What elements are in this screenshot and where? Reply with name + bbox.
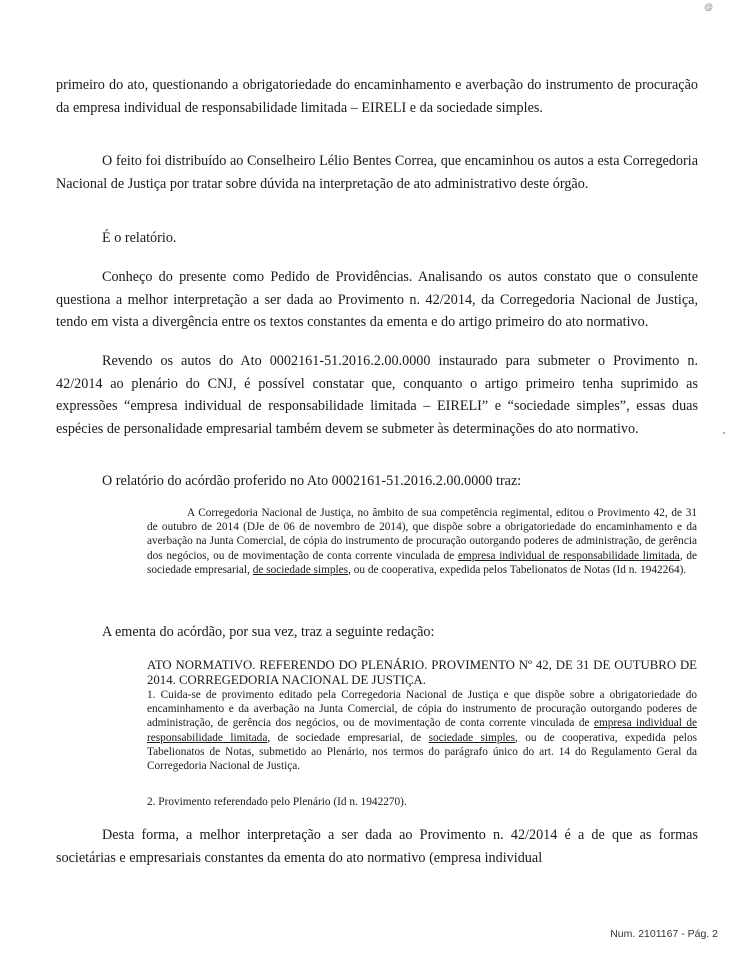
ementa-text: , de sociedade empresarial, de — [267, 731, 429, 744]
block-quote-relatorio — [147, 506, 697, 577]
quote-underlined-sociedade-simples: de sociedade simples — [252, 563, 349, 576]
quote-underlined-eireli: empresa individual de responsabilidade limitada — [457, 549, 680, 562]
paragraph-relatorio: É o relatório. — [102, 230, 177, 246]
quote-text: , de sociedade empresarial, — [147, 549, 698, 576]
ementa-text: , ou de cooperativa, expedida pelos Tabelionatos de Notas, submetido ao Plenário, nos termos do parágrafo único do art. 14 do Regulamento Geral da Corregedoria Nacional de Justiça. — [147, 731, 697, 773]
ementa-item-1 — [147, 688, 697, 773]
paragraph-distribution: O feito foi distribuído ao Conselheiro Lélio Bentes Correa, que encaminhou os autos a esta Corregedoria Nacional de Justiça por tratar sobre dúvida na interpretação de ato administrativo deste órgão. — [56, 153, 698, 192]
paragraph-continuation: primeiro do ato, questionando a obrigatoriedade do encaminhamento e averbação do instrumento de procuração da empresa individual de responsabilidade limitada – EIRELI e da sociedade simples. — [56, 77, 698, 116]
page-footer: Num. 2101167 - Pág. 2 — [610, 928, 718, 940]
paragraph-ementa-intro: A ementa do acórdão, por sua vez, traz a seguinte redação: — [102, 624, 435, 640]
paragraph-relatorio-acordao: O relatório do acórdão proferido no Ato 0002161-51.2016.2.00.0000 traz: — [102, 473, 522, 489]
scan-speck — [723, 432, 725, 434]
ementa-text: 1. Cuida-se de provimento editado pela Corregedoria Nacional de Justiça e que dispõe sobre a obrigatoriedade do encaminhamento e da averbação na Junta Comercial, de cópia do instrumento de procuração outorgando poderes de administração, de gerência dos negócios, ou de movimentação de conta corrente vinculada de — [147, 689, 697, 730]
ementa-underlined-eireli: empresa individual de responsabilidade limitada — [147, 717, 697, 744]
ementa-underlined-sociedade-simples: sociedade simples — [428, 731, 516, 744]
corner-mark: @ — [704, 2, 714, 12]
paragraph-conheco: Conheço do presente como Pedido de Providências. Analisando os autos constato que o consulente questiona a melhor interpretação a ser dada ao Provimento n. 42/2014, da Corregedoria Nacional de Justiça, tendo em vista a divergência entre os textos constantes da ementa e do artigo primeiro do ato normativo. — [56, 269, 698, 330]
ementa-item-2: 2. Provimento referendado pelo Plenário (Id n. 1942270). — [147, 796, 407, 808]
paragraph-desta-forma: Desta forma, a melhor interpretação a ser dada ao Provimento n. 42/2014 é a de que as formas societárias e empresariais constantes da ementa do ato normativo (empresa individual — [56, 827, 698, 866]
paragraph-revendo: Revendo os autos do Ato 0002161-51.2016.2.00.0000 instaurado para submeter o Provimento n. 42/2014 ao plenário do CNJ, é possível constatar que, conquanto o artigo primeiro tenha suprimido as expressões “empresa individual de responsabilidade limitada – EIRELI” e “sociedade simples”, essas duas espécies de personalidade empresarial também devem se submeter às determinações do ato normativo. — [56, 353, 698, 437]
quote-text: , ou de cooperativa, expedida pelos Tabelionatos de Notas (Id n. 1942264). — [348, 563, 687, 576]
quote-text: A Corregedoria Nacional de Justiça, no âmbito de sua competência regimental, editou o Provimento 42, de 31 de outubro de 2014 (DJe de 06 de novembro de 2014), que dispõe sobre a obrigatoriedade do encaminhamento e da averbação na Junta Comercial, de cópia do instrumento de procuração outorgando poderes de administração, de gerência dos negócios, ou de movimentação de conta corrente vinculada de — [147, 507, 697, 562]
ementa-title: ATO NORMATIVO. REFERENDO DO PLENÁRIO. PROVIMENTO Nº 42, DE 31 DE OUTUBRO DE 2014. CORREGEDORIA NACIONAL DE JUSTIÇA. — [147, 658, 697, 687]
